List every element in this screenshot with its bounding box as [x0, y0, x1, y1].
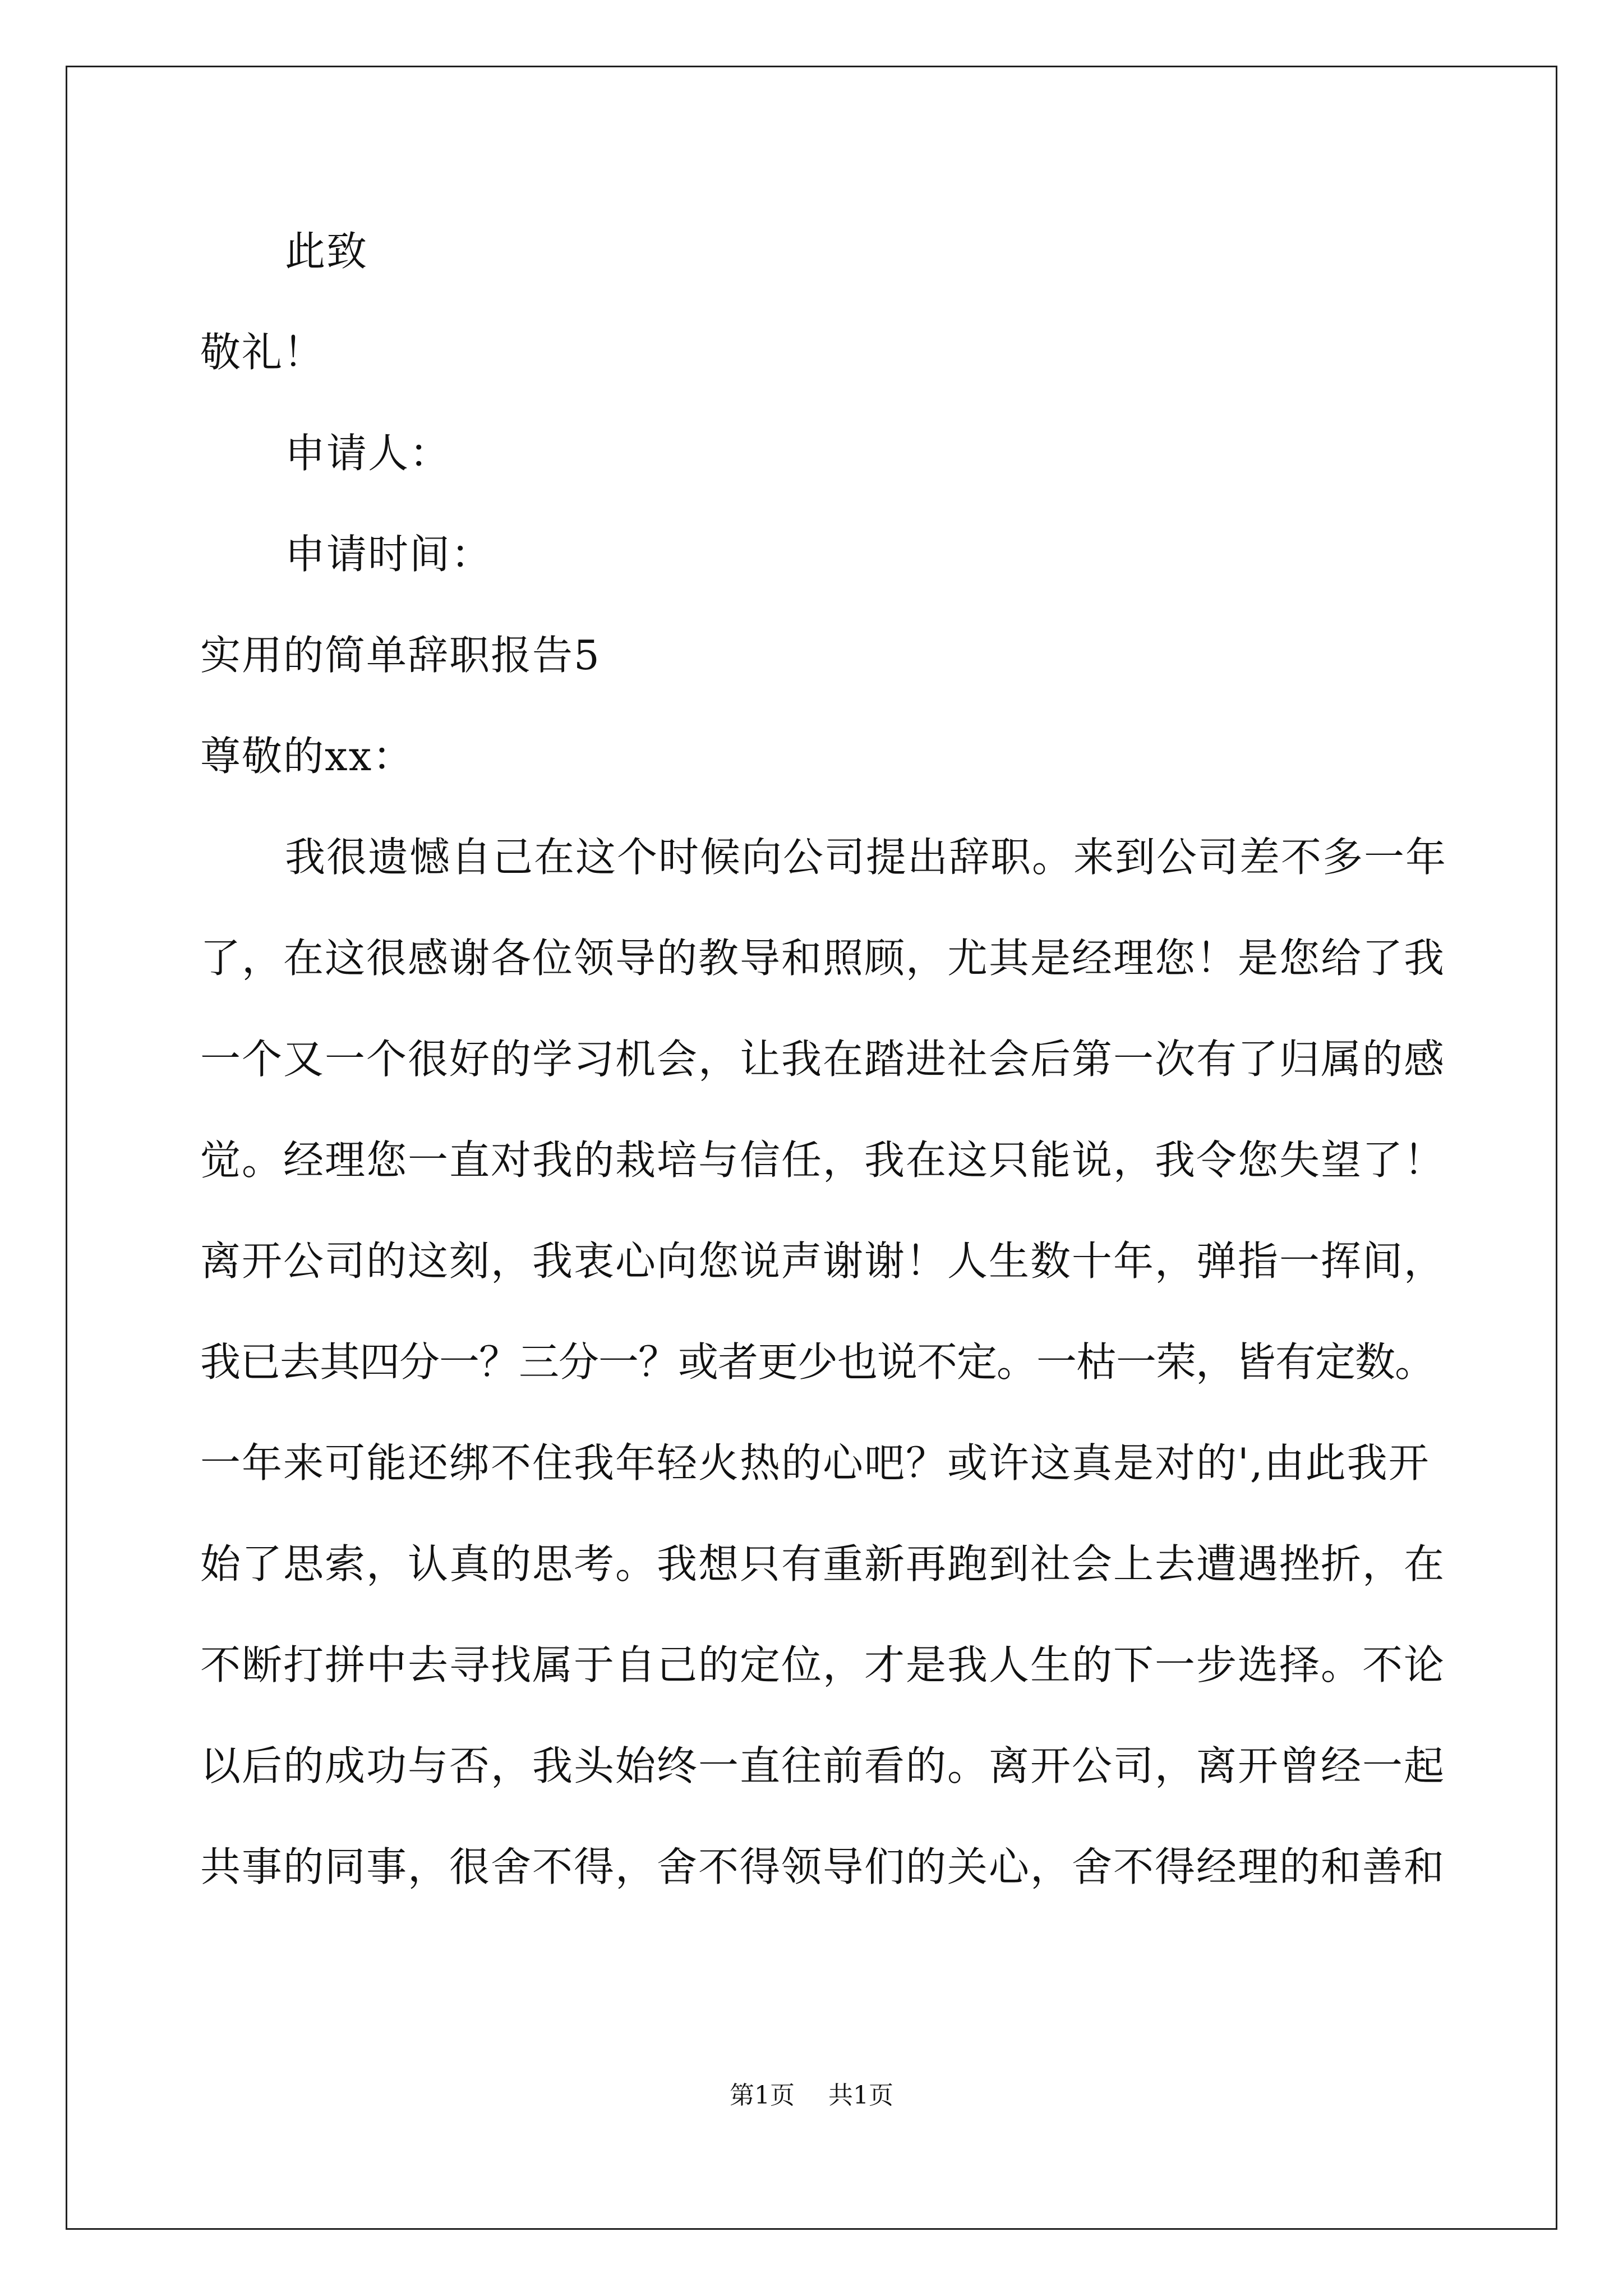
closing-salutation: 此致 [285, 228, 368, 275]
body-line: 我已去其四分一？三分一？或者更少也说不定。一枯一荣，皆有定数。 [200, 1338, 1435, 1386]
body-line: 一个又一个很好的学习机会，让我在踏进社会后第一次有了归属的感 [200, 1036, 1446, 1083]
body-line: 不断打拼中去寻找属于自己的定位，才是我人生的下一步选择。不论 [200, 1641, 1446, 1688]
page-total: 共1页 [828, 2081, 893, 2110]
page-footer [0, 2079, 1623, 2113]
body-line: 离开公司的这刻，我衷心向您说声谢谢！人生数十年，弹指一挥间， [200, 1237, 1446, 1285]
applicant-label: 申请人： [285, 430, 451, 477]
greeting: 尊敬的xx： [200, 733, 414, 780]
body-line: 我很遗憾自己在这个时候向公司提出辞职。来到公司差不多一年 [285, 834, 1447, 881]
closing-respect: 敬礼！ [200, 329, 325, 376]
page-number: 第1页 [730, 2081, 795, 2110]
body-line: 以后的成功与否，我头始终一直往前看的。离开公司，离开曾经一起 [200, 1742, 1446, 1789]
body-line: 一年来可能还绑不住我年轻火热的心吧？或许这真是对的',由此我开 [200, 1439, 1430, 1487]
body-line: 始了思索，认真的思考。我想只有重新再跑到社会上去遭遇挫折，在 [200, 1540, 1446, 1588]
body-line: 共事的同事，很舍不得，舍不得领导们的关心，舍不得经理的和善和 [200, 1843, 1446, 1890]
application-date-label: 申请时间： [285, 531, 493, 578]
body-line: 了，在这很感谢各位领导的教导和照顾，尤其是经理您！是您给了我 [200, 935, 1446, 982]
body-line: 觉。经理您一直对我的栽培与信任，我在这只能说，我令您失望了！ [200, 1137, 1446, 1184]
section-title: 实用的简单辞职报告5 [200, 632, 601, 679]
